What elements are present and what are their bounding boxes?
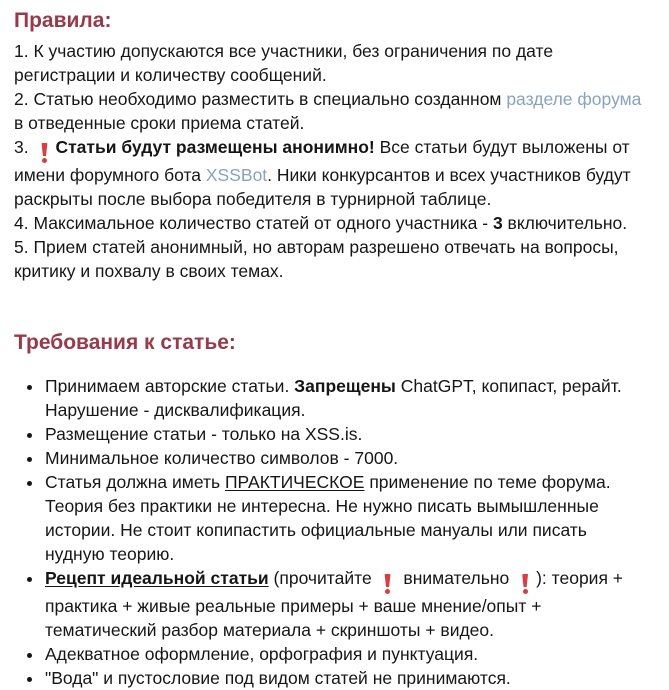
text: включительно.	[502, 213, 628, 233]
rule-item	[14, 87, 647, 135]
requirement-item	[44, 470, 647, 566]
exclamation-bar	[384, 574, 391, 587]
rule-item	[14, 235, 647, 283]
text: в отведенные сроки приема статей.	[14, 89, 647, 133]
text-bold: Запрещены	[294, 376, 396, 396]
text: 4. Максимальное количество статей от одного участника -	[14, 213, 493, 233]
text: Все статьи будут выложены от имени форумного бота	[14, 137, 635, 185]
text-underline: ПРАКТИЧЕСКОЕ	[224, 472, 365, 492]
requirement-item	[44, 446, 647, 470]
text: Адекватное оформление, орфография и пунктуация.	[45, 644, 479, 664]
requirements-heading: Требования к статье:	[14, 331, 236, 354]
exclamation-dot	[523, 589, 528, 594]
rule-item	[14, 135, 647, 211]
exclamation-icon	[384, 574, 392, 594]
rule-item	[14, 39, 647, 87]
text: . Ники конкурсантов и всех участников будут раскрыты после выбора победителя в турнирной таблице.	[14, 165, 636, 209]
text-bold: 3	[492, 213, 503, 233]
requirement-item	[44, 566, 647, 642]
post-link[interactable]: разделе форума	[506, 89, 642, 109]
requirement-item	[44, 374, 647, 422]
requirement-item	[44, 642, 647, 666]
post-link[interactable]: XSSBot	[205, 165, 268, 185]
text: Статья должна иметь	[45, 472, 225, 492]
exclamation-bar	[522, 574, 529, 587]
text: Принимаем авторские статьи.	[45, 376, 295, 396]
exclamation-bar	[41, 143, 48, 156]
text: 3.	[14, 137, 34, 157]
text-bold-underline: Рецепт идеальной статьи	[45, 568, 269, 588]
text: "Вода" и пустословие под видом статей не принимаются.	[45, 668, 511, 688]
exclamation-dot	[385, 589, 390, 594]
text: ): теория + практика + живые реальные примеры + ваше мнение/опыт + тематический разбор материала + скриншоты + видео.	[45, 568, 628, 640]
requirements-list	[14, 374, 647, 690]
rule-item	[14, 211, 647, 235]
rules-list	[14, 39, 647, 283]
rules-heading: Правила:	[14, 9, 112, 32]
requirement-item	[44, 422, 647, 446]
text: 5. Прием статей анонимный, но авторам разрешено отвечать на вопросы, критику и похвалу в своих темах.	[14, 237, 624, 281]
text: внимательно	[398, 568, 515, 588]
text: применение по теме форума. Теория без практики не интересна. Не нужно писать вымышленные истории. Не стоит копипастить официальные мануалы или писать нудную теорию.	[45, 472, 616, 564]
text: 2. Статью необходимо разместить в специально созданном	[14, 89, 507, 109]
text: ChatGPT, копипаст, рерайт. Нарушение - дисквалификация.	[45, 376, 627, 420]
exclamation-icon	[40, 143, 48, 163]
text: 1. К участию допускаются все участники, без ограничения по дате регистрации и количеству сообщений.	[14, 41, 558, 85]
exclamation-icon	[521, 574, 529, 594]
text: Минимальное количество символов - 7000.	[45, 448, 399, 468]
requirement-item	[44, 666, 647, 690]
text: Размещение статьи - только на XSS.is.	[45, 424, 363, 444]
exclamation-dot	[42, 158, 47, 163]
text: (прочитайте	[268, 568, 377, 588]
text-bold: Статьи будут размещены анонимно!	[55, 137, 375, 157]
